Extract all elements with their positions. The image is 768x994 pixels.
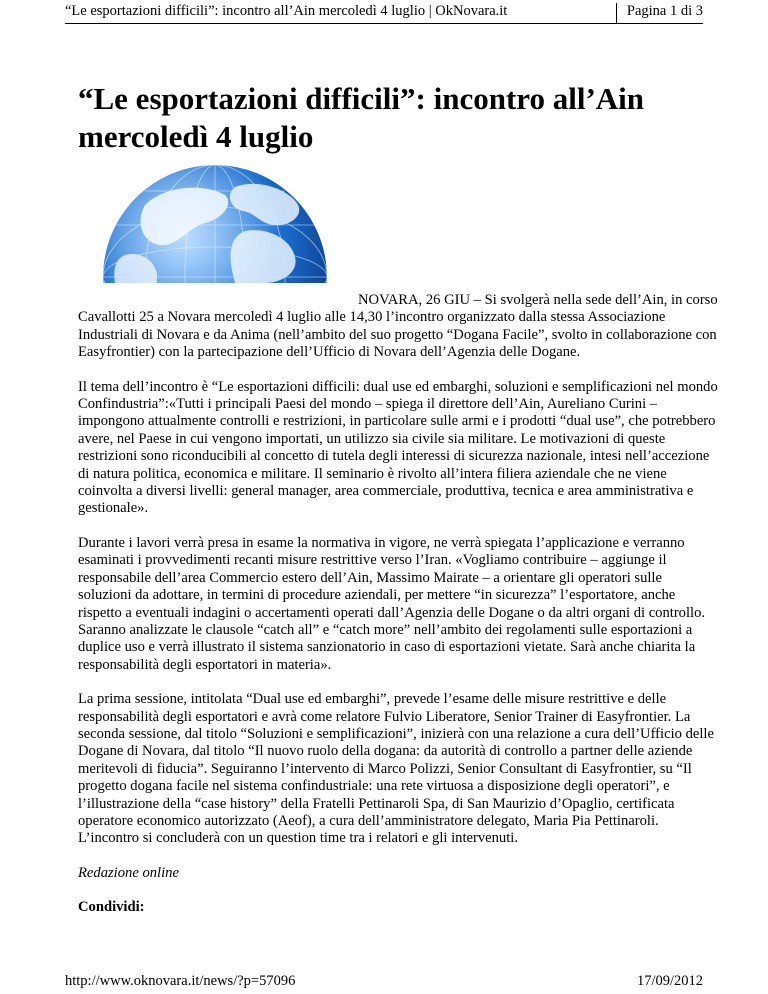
share-label: Condividi: (78, 899, 145, 916)
article-paragraph: Il tema dell’incontro è “Le esportazioni difficili: dual use ed embarghi, soluzioni e semplificazioni nel mondo Confindustria”:«Tutti i principali Paesi del mondo – spiega il direttore dell’Ain, Aureliano Curini – impongono attualmente controlli e restrizioni, in particolare sulle armi e i prodotti “dual use”, che potrebbero avere, nel Paese in cui vengono importati, un utilizzo sia civile sia militare. Le motivazioni di queste restrizioni sono riconducibili al concetto di tutela degli interessi di sicurezza nazionale, intesi nell’accezione di natura politica, economica e militare. Il seminario è rivolto all’intera filiera aziendale che ne viene coinvolta a diversi livelli: general manager, area commerciale, produttiva, tecnica e area amministrativa e gestionale». (78, 378, 718, 517)
header-rule (65, 23, 703, 24)
byline: Redazione online (78, 864, 179, 881)
print-header-title: “Le esportazioni difficili”: incontro all’Ain mercoledì 4 luglio | OkNovara.it (65, 3, 508, 19)
article-body (78, 292, 718, 934)
article-paragraph: NOVARA, 26 GIU – Si svolgerà nella sede dell’Ain, in corso Cavallotti 25 a Novara mercoledì 4 luglio alle 14,30 l’incontro organizzato dalla stessa Associazione Industriali di Novara e da Anima (nell’ambito del suo progetto “Dogana Facile”, svolto in collaborazione con Easyfrontier) con la partecipazione dell’Ufficio di Novara dell’Agenzia delle Dogane. (78, 292, 718, 361)
page-number: Pagina 1 di 3 (616, 3, 703, 23)
article-headline: “Le esportazioni difficili”: incontro all’Ain mercoledì 4 luglio (78, 81, 645, 154)
article-image (85, 165, 365, 283)
globe-icon (85, 165, 365, 283)
article-paragraph: La prima sessione, intitolata “Dual use ed embarghi”, prevede l’esame delle misure restrittive e delle responsabilità degli esportatori e avrà come relatore Fulvio Liberatore, Senior Trainer di Easyfrontier. La seconda sessione, dal titolo “Soluzioni e semplificazioni”, inizierà con una relazione a cura dell’Ufficio delle Dogane di Novara, dal titolo “Il nuovo ruolo della dogana: da autorità di controllo a partner delle aziende meritevoli di fiducia”. Seguiranno l’intervento di Marco Polizzi, Senior Consultant di Easyfrontier, su “Il progetto dogana facile nel sistema confindustriale: una rete virtuosa a disposizione degli operatori”, e l’illustrazione della “case history” della Fratelli Pettinaroli Spa, di San Maurizio d’Opaglio, certificata operatore economico autorizzato (Aeof), a cura dell’amministratore delegato, Maria Pia Pettinaroli. L’incontro si concluderà con un question time tra i relatori e gli intervenuti. (78, 691, 714, 847)
print-header (65, 3, 703, 23)
article-paragraph: Durante i lavori verrà presa in esame la normativa in vigore, ne verrà spiegata l’applicazione e verranno esaminati i provvedimenti recanti misure restrittive verso l’Iran. «Vogliamo contribuire – aggiunge il responsabile dell’area Commercio estero dell’Ain, Massimo Mairate – a orientare gli operatori sulle soluzioni da adottare, in termini di procedure aziendali, per mettere “in sicurezza” l’esportatore, anche rispetto a eventuali indagini o accertamenti operati dall’Agenzia delle Dogane o da altri organi di controllo. Saranno analizzate le clausole “catch all” e “catch more” nell’ambito dei regolamenti sulle esportazioni a duplice uso e verrà illustrato il sistema sanzionatorio in caso di esportazioni vietate. Sarà anche chiarita la responsabilità degli esportatori in materia». (78, 534, 706, 673)
print-date: 17/09/2012 (636, 973, 703, 989)
page-url: http://www.oknovara.it/news/?p=57096 (65, 973, 296, 989)
